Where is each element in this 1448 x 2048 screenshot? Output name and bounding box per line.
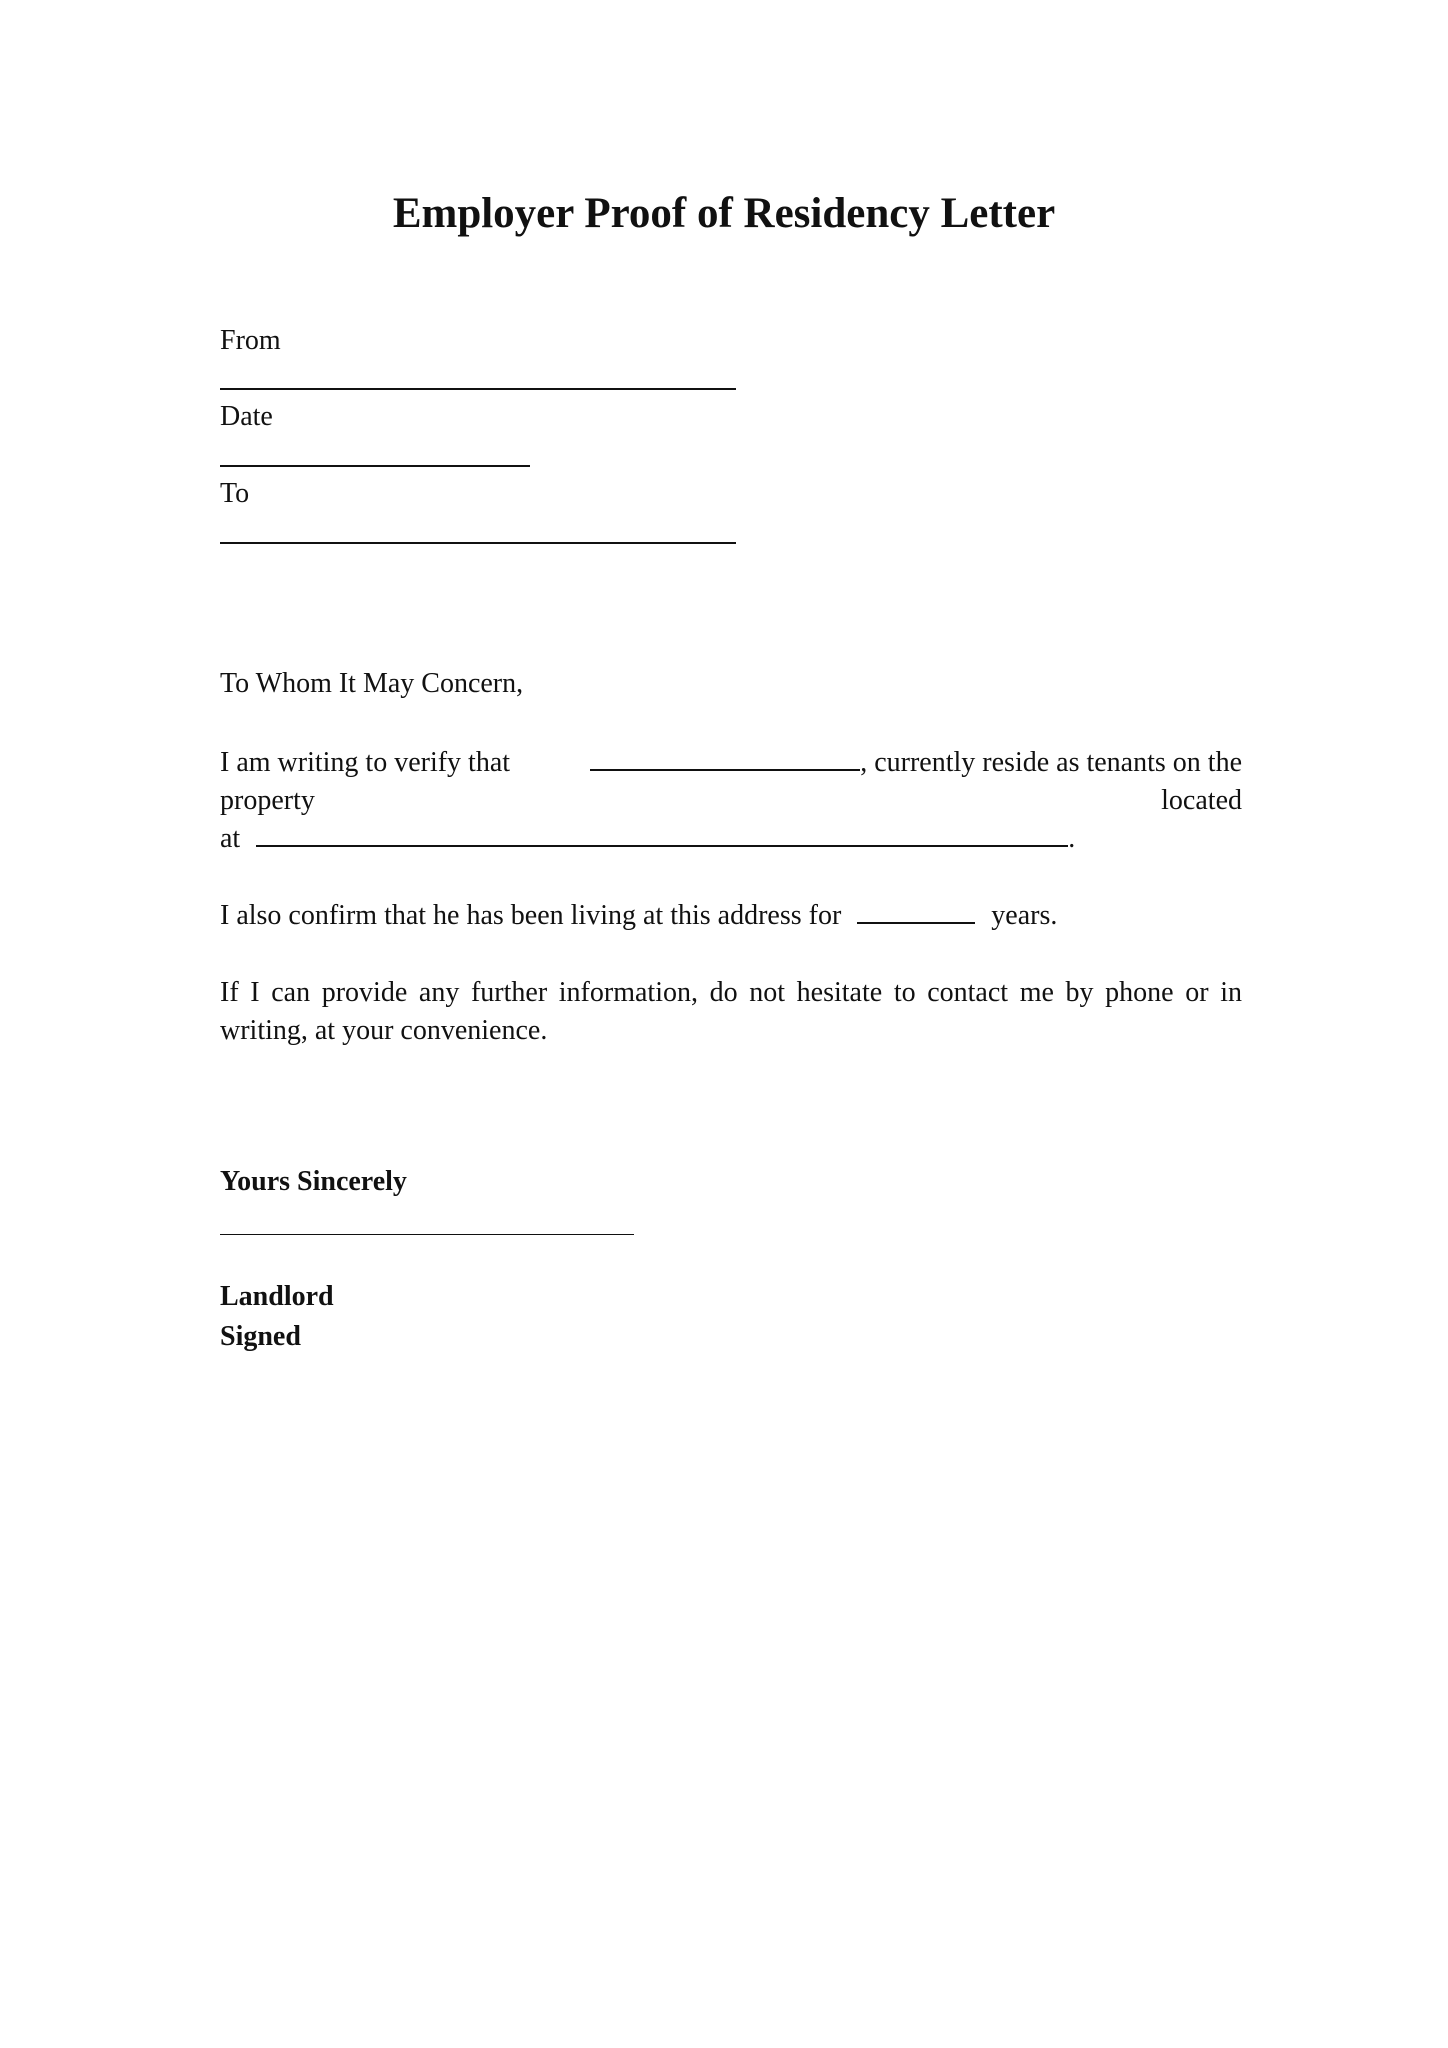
contact-line-1 (220, 974, 1242, 1012)
word-located: located (1161, 785, 1242, 816)
contact-paragraph (220, 974, 1242, 1050)
date-label: Date (220, 401, 273, 432)
years-text-end: years. (991, 900, 1058, 931)
years-line (220, 897, 1242, 935)
years-blank[interactable] (857, 898, 975, 924)
tenant-name-group (590, 744, 1242, 782)
verify-text-middle: , currently reside as tenants on the (860, 747, 1242, 778)
contact-line-2 (220, 1012, 1242, 1050)
closing: Yours Sincerely (220, 1166, 407, 1197)
signature-line[interactable] (220, 1234, 634, 1235)
to-label: To (220, 478, 250, 509)
verify-text-start: I am writing to verify that (220, 747, 511, 778)
address-blank[interactable] (256, 821, 1068, 847)
verify-line-2 (220, 782, 1242, 820)
verify-paragraph (220, 744, 1242, 858)
salutation: To Whom It May Concern, (220, 668, 524, 699)
signer-role: Landlord (220, 1281, 334, 1312)
verify-line-1 (220, 744, 1242, 782)
years-text-start: I also confirm that he has been living at this address for (220, 900, 842, 931)
word-at: at (220, 823, 241, 854)
from-field-line[interactable] (220, 388, 736, 390)
address-end-period: . (1068, 823, 1076, 854)
signed-label: Signed (220, 1321, 301, 1352)
word-property: property (220, 785, 315, 816)
date-field-line[interactable] (220, 465, 530, 467)
from-label: From (220, 325, 281, 356)
verify-line-3 (220, 820, 1242, 858)
years-paragraph (220, 897, 1242, 935)
to-field-line[interactable] (220, 542, 736, 544)
contact-text-line-2: writing, at your convenience. (220, 1015, 548, 1046)
contact-text-line-1: If I can provide any further information, do not hesitate to contact me by phone or in (220, 977, 1242, 1008)
tenant-name-blank[interactable] (590, 745, 860, 771)
document-title: Employer Proof of Residency Letter (392, 190, 1056, 237)
